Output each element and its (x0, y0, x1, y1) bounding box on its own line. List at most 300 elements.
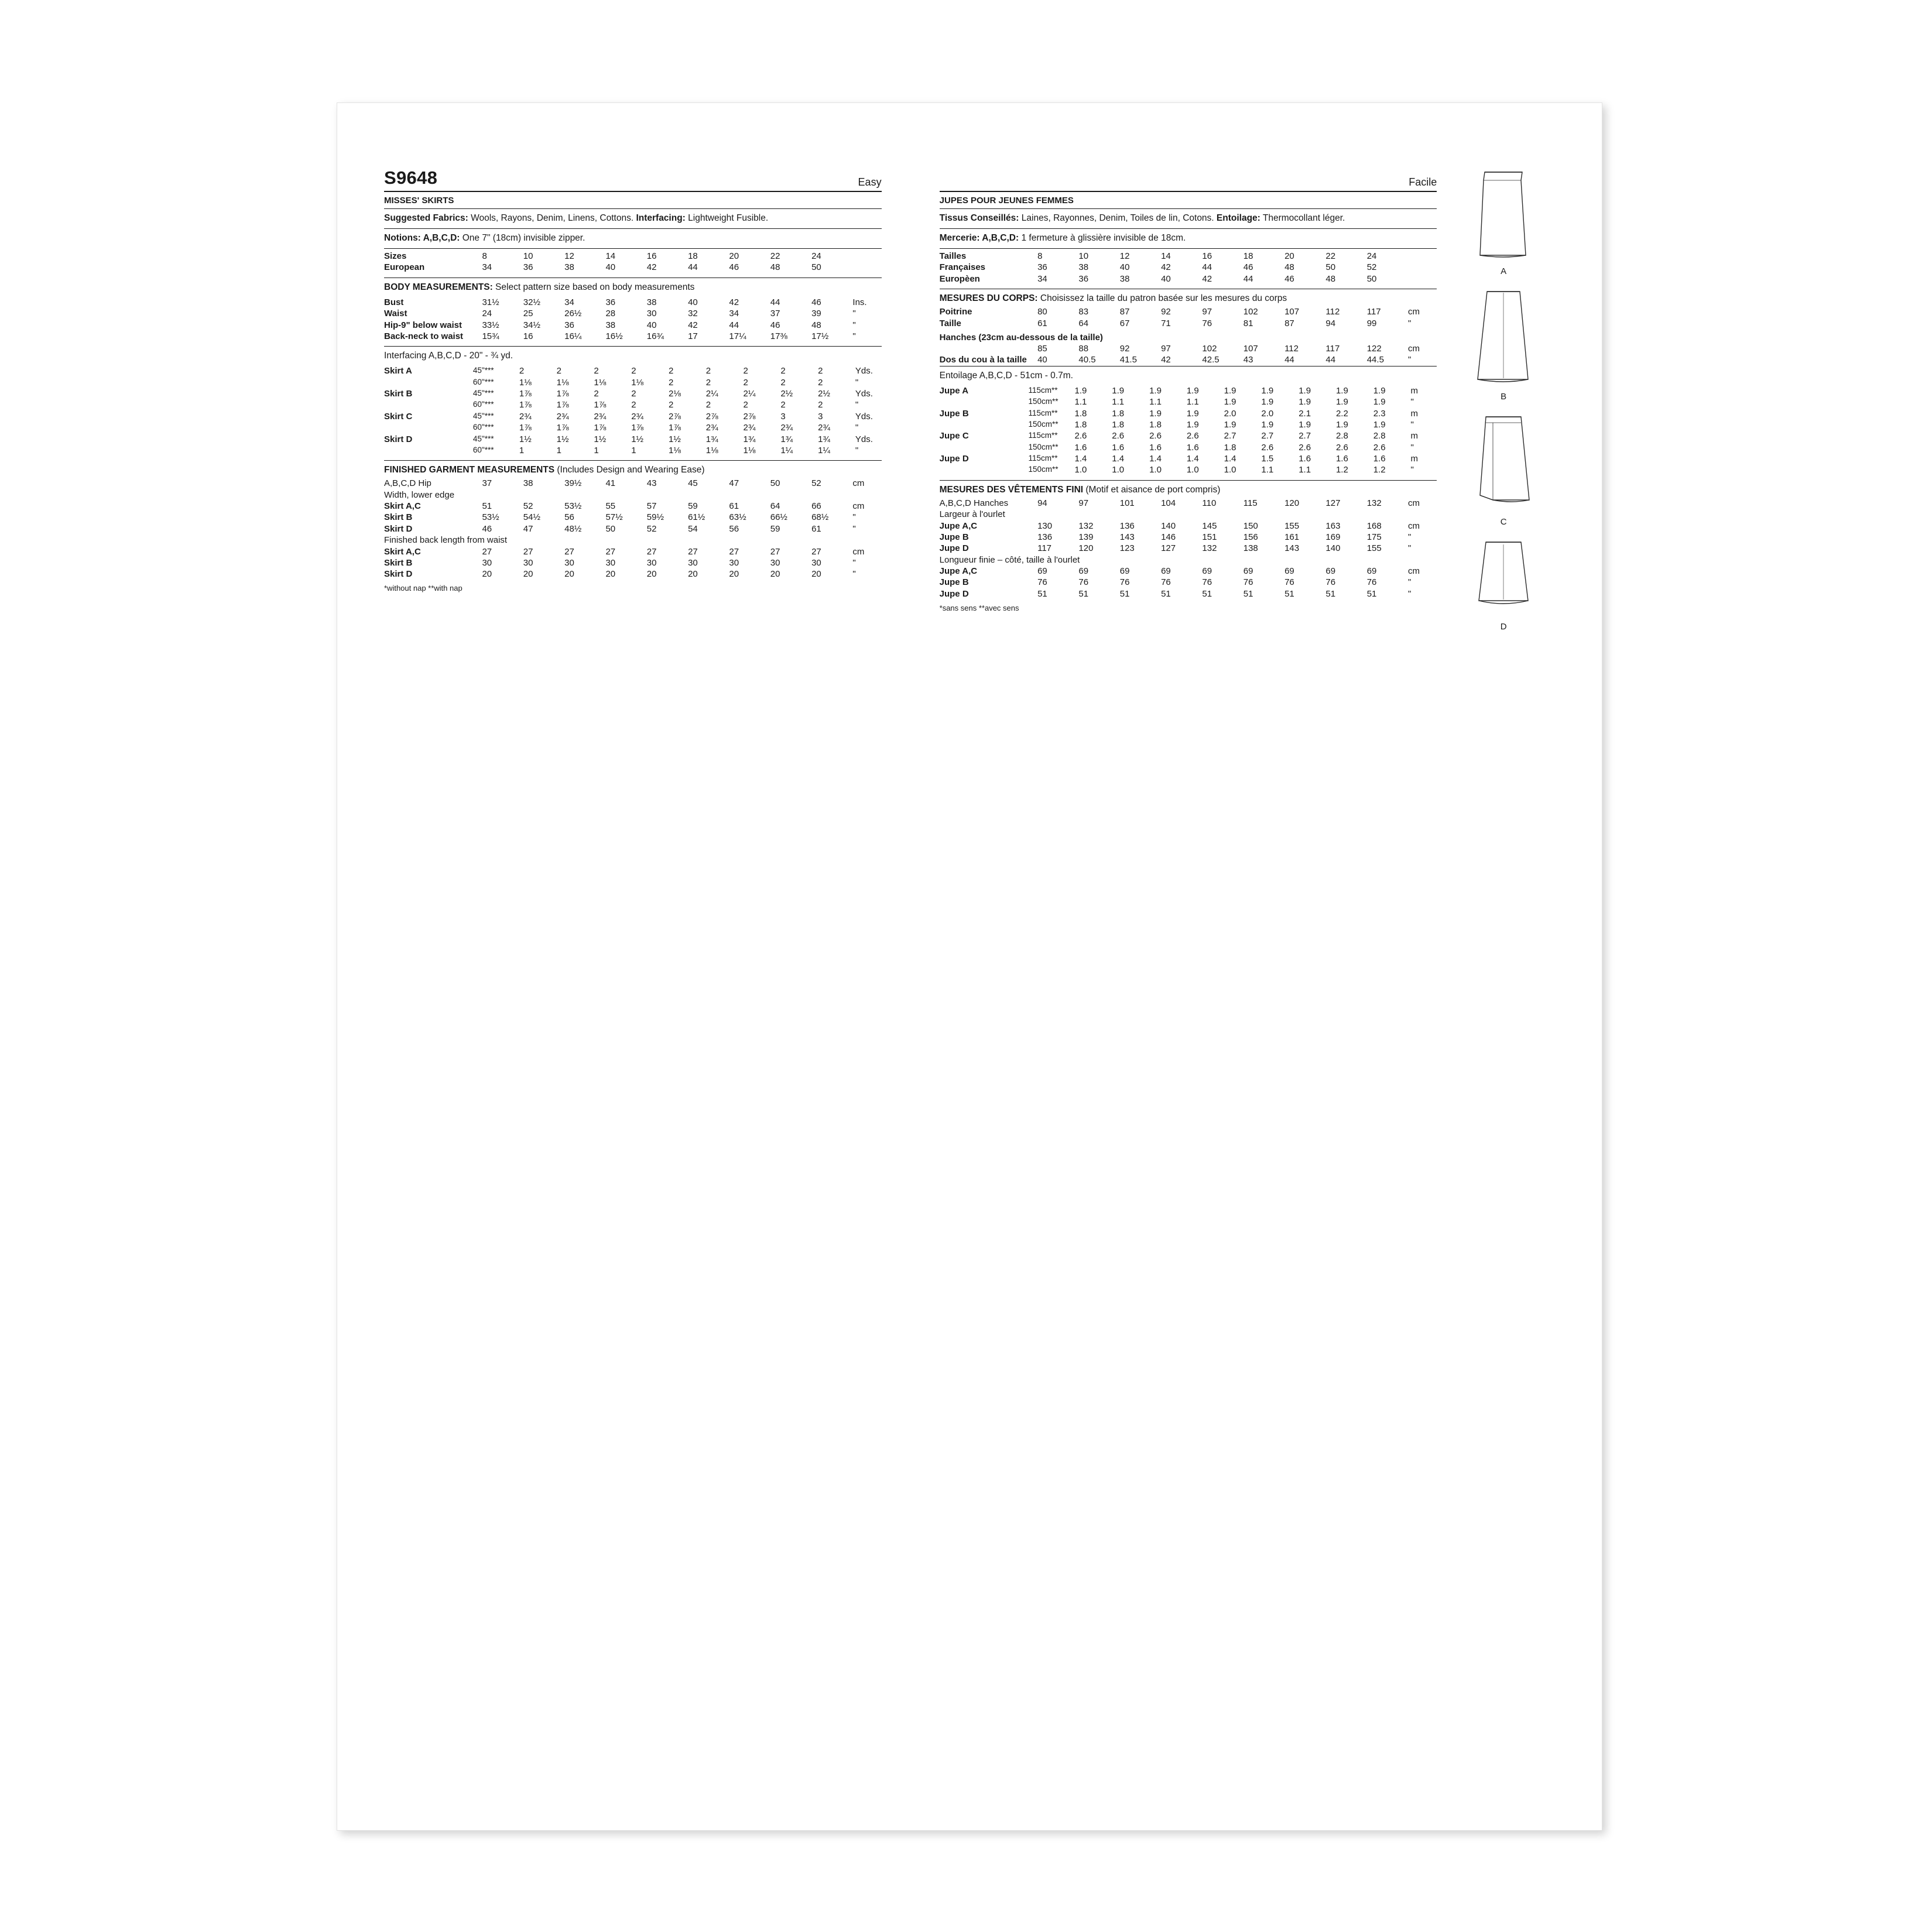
cell: 34 (482, 262, 492, 273)
view-d-label: D (1500, 622, 1507, 632)
cell: 76 (1325, 577, 1336, 588)
view-a-figure (1452, 167, 1555, 276)
cell: 50 (770, 478, 780, 489)
cell-unit: " (852, 523, 856, 534)
cell: 12 (1119, 251, 1130, 262)
cell: 42.5 (1202, 355, 1220, 365)
cell-width: 150cm** (1028, 465, 1059, 474)
cell-unit: cm (1408, 344, 1420, 354)
row-label: Poitrine (939, 307, 972, 317)
interfacing-label-fr: Entoilage: (1216, 213, 1260, 223)
row-label: Skirt B (384, 389, 413, 399)
cell-unit: " (852, 320, 856, 330)
cell: 161 (1284, 532, 1300, 542)
cell: 175 (1366, 532, 1382, 542)
cell: 48 (1325, 273, 1336, 284)
cell: 54 (688, 523, 698, 534)
cell: 2 (519, 366, 525, 376)
cell: 1¾ (705, 434, 718, 444)
cell: 1.6 (1373, 454, 1386, 464)
cell: 1.9 (1186, 408, 1199, 419)
cell: 69 (1202, 566, 1212, 577)
cell: 39 (811, 309, 821, 319)
table-row (384, 376, 882, 388)
cell: 127 (1161, 543, 1176, 554)
cell: 2.6 (1373, 442, 1386, 453)
finished-header-rest-fr: (Motif et aisance de port compris) (1083, 484, 1221, 495)
cell: 59 (770, 523, 780, 534)
cell: 69 (1243, 566, 1253, 577)
table-row (384, 331, 882, 342)
cell: 51 (1325, 588, 1336, 599)
body-measurements-table-fr (940, 306, 1437, 366)
cell: 1.6 (1112, 442, 1125, 453)
cell: 16½ (605, 331, 623, 341)
table-row (940, 532, 1437, 543)
cell: 39½ (564, 478, 582, 489)
cell: 1¾ (780, 434, 793, 444)
cell: 130 (1037, 520, 1053, 531)
finished-measurements-table-fr (940, 498, 1437, 600)
cell: 2¾ (594, 411, 607, 422)
cell: 2¾ (780, 423, 793, 433)
cell: 52 (523, 501, 533, 512)
interfacing-text-fr: Thermocollant léger. (1260, 213, 1345, 223)
table-row (384, 365, 882, 376)
cell: 1.0 (1149, 465, 1162, 475)
pattern-number: S9648 (384, 167, 438, 188)
cell: 30 (605, 557, 616, 568)
cell: 132 (1202, 543, 1217, 554)
table-row (384, 433, 882, 444)
cell: 2 (818, 400, 823, 410)
row-label: Skirt D (384, 569, 413, 580)
cell: 20 (523, 569, 533, 580)
notions-label-fr: Mercerie: A,B,C,D: (939, 232, 1019, 243)
cell: 16 (1202, 251, 1212, 262)
cell-unit: cm (1408, 520, 1420, 531)
cell: 53½ (482, 512, 499, 523)
cell: 76 (1161, 577, 1171, 588)
cell: 61 (729, 501, 739, 512)
cell: 97 (1161, 344, 1171, 354)
cell: 88 (1078, 344, 1089, 354)
cell: 38 (523, 478, 533, 489)
cell: 59 (688, 501, 698, 512)
cell: 2.6 (1299, 442, 1311, 453)
cell: 30 (688, 557, 698, 568)
cell: 40 (646, 320, 657, 330)
cell: 1⅛ (631, 377, 644, 388)
cell: 17¼ (729, 331, 746, 341)
cell: 1.0 (1074, 465, 1087, 475)
cell: 146 (1161, 532, 1176, 542)
view-c-label: C (1500, 517, 1507, 527)
cell-width: 115cm** (1028, 454, 1058, 463)
cell: 1.9 (1149, 385, 1162, 396)
cell: 140 (1161, 520, 1176, 531)
cell: 97 (1078, 498, 1089, 508)
cell-width: 60"*** (472, 423, 494, 432)
cell-width: 45"*** (472, 389, 494, 398)
cell: 104 (1161, 498, 1176, 508)
cell: 27 (523, 546, 533, 557)
cell-unit: m (1410, 454, 1419, 464)
cell: 1½ (594, 434, 607, 444)
cell: 38 (1119, 273, 1130, 284)
cell: 132 (1366, 498, 1382, 508)
cell: 1.9 (1299, 397, 1311, 407)
cell-unit: " (1408, 588, 1412, 599)
cell: 44 (1284, 355, 1294, 365)
cell: 76 (1284, 577, 1294, 588)
cell: 155 (1284, 520, 1300, 531)
cell: 69 (1161, 566, 1171, 577)
header-row (384, 167, 882, 192)
cell: 30 (523, 557, 533, 568)
cell: 69 (1037, 566, 1047, 577)
cell: 51 (1366, 588, 1377, 599)
cell: 136 (1037, 532, 1053, 542)
cell: 44 (770, 297, 780, 307)
cell-unit: " (852, 569, 856, 580)
cell: 1 (594, 445, 599, 455)
sheet-content (384, 167, 1555, 642)
cell: 1.8 (1112, 408, 1125, 419)
cell: 1½ (556, 434, 569, 444)
cell: 1¾ (743, 434, 756, 444)
cell: 12 (564, 251, 574, 262)
body-measurements-table-en (384, 295, 882, 347)
cell: 66½ (770, 512, 787, 523)
cell: 143 (1119, 532, 1135, 542)
cell: 3 (818, 411, 823, 422)
sizes-table-fr (940, 249, 1437, 289)
cell-unit: " (1410, 442, 1414, 453)
cell: 1⅞ (556, 389, 569, 399)
cell: 2¼ (705, 389, 718, 399)
cell: 110 (1202, 498, 1217, 508)
cell: 1.9 (1224, 385, 1236, 396)
finished-header-rest-en: (Includes Design and Wearing Ease) (554, 465, 705, 475)
cell: 3 (780, 411, 786, 422)
cell: 50 (1325, 262, 1336, 273)
cell: 36 (523, 262, 533, 273)
cell-unit: Yds. (855, 411, 873, 422)
cell: 20 (564, 569, 574, 580)
cell: 2 (594, 389, 599, 399)
cell: 2.6 (1112, 431, 1125, 441)
cell: 2 (743, 377, 748, 388)
cell: 1.1 (1299, 465, 1311, 475)
sizes-label-en: Sizes (384, 251, 407, 262)
cell: 168 (1366, 520, 1382, 531)
cell: 2 (780, 377, 786, 388)
cell: 1.6 (1074, 442, 1087, 453)
cell: 46 (811, 297, 821, 307)
cell: 2.6 (1335, 442, 1348, 453)
table-row (940, 566, 1437, 577)
cell-unit: cm (1408, 498, 1420, 508)
cell: 17½ (811, 331, 829, 341)
table-row (384, 262, 882, 273)
cell: 27 (770, 546, 780, 557)
back-length-label-fr: Longueur finie – côté, taille à l'ourlet (939, 554, 1080, 565)
cell-unit: " (1408, 577, 1412, 588)
cell: 32½ (523, 297, 540, 307)
cell-unit: cm (1408, 307, 1420, 317)
notions-label-en: Notions: A,B,C,D: (384, 232, 460, 243)
cell: 64 (770, 501, 780, 512)
cell: 120 (1284, 498, 1300, 508)
cell: 51 (1284, 588, 1294, 599)
cell: 2¾ (556, 411, 569, 422)
cell-unit: " (1408, 355, 1412, 365)
cell: 1.8 (1074, 408, 1087, 419)
pattern-envelope-back (337, 102, 1602, 1831)
table-row (940, 464, 1437, 475)
finished-header-fr: MESURES DES VÊTEMENTS FINI (939, 484, 1084, 495)
suggested-fabrics-en (384, 209, 882, 229)
table-row (384, 489, 882, 500)
cell: 2 (631, 366, 636, 376)
row-label: Jupe B (939, 532, 969, 542)
cell-width: 150cm** (1028, 442, 1059, 451)
cell: 44 (1202, 262, 1212, 273)
cell: 140 (1325, 543, 1341, 554)
cell: 1¼ (780, 445, 793, 455)
row-label: Jupe B (939, 577, 969, 588)
cell-width: 60"*** (472, 377, 494, 386)
cell-unit: m (1410, 408, 1419, 419)
cell: 1½ (631, 434, 644, 444)
cell: 80 (1037, 307, 1047, 317)
table-row (940, 520, 1437, 531)
table-row (384, 535, 882, 546)
cell: 2½ (818, 389, 830, 399)
row-label: Jupe B (939, 408, 969, 419)
cell: 69 (1366, 566, 1377, 577)
cell: 47 (729, 478, 739, 489)
cell: 54½ (523, 512, 540, 523)
cell: 43 (646, 478, 657, 489)
table-row (384, 297, 882, 308)
skirt-b-illustration (1462, 287, 1544, 389)
finished-measurements-table-en (384, 478, 882, 580)
cell: 34 (564, 297, 574, 307)
cell: 48 (770, 262, 780, 273)
cell: 1.9 (1299, 419, 1311, 430)
table-row (940, 419, 1437, 430)
cell: 20 (770, 569, 780, 580)
table-row (940, 251, 1437, 262)
cell: 2.6 (1074, 431, 1087, 441)
table-row (940, 306, 1437, 317)
cell: 45 (688, 478, 698, 489)
cell: 16 (523, 331, 533, 341)
cell: 1.8 (1149, 419, 1162, 430)
cell: 139 (1078, 532, 1094, 542)
cell: 34½ (523, 320, 540, 330)
cell: 2¾ (631, 411, 644, 422)
cell: 1 (556, 445, 561, 455)
cell-unit: " (855, 445, 859, 455)
table-row (940, 509, 1437, 520)
fabrics-label-en: Suggested Fabrics: (384, 213, 468, 223)
difficulty-en: Easy (858, 176, 882, 188)
cell: 92 (1161, 307, 1171, 317)
cell: 42 (729, 297, 739, 307)
cell: 50 (1366, 273, 1377, 284)
cell: 2 (705, 366, 711, 376)
cell: 2 (631, 389, 636, 399)
cell: 2½ (780, 389, 793, 399)
row-label: Skirt B (384, 557, 413, 568)
cell: 27 (605, 546, 616, 557)
cell: 42 (1202, 273, 1212, 284)
cell: 51 (1243, 588, 1253, 599)
cell: 1.9 (1373, 397, 1386, 407)
cell-unit: Yds. (855, 434, 873, 444)
cell: 30 (646, 557, 657, 568)
cell: 47 (523, 523, 533, 534)
cell: 107 (1284, 307, 1300, 317)
table-row (384, 523, 882, 535)
cell: 20 (811, 569, 821, 580)
cell: 51 (482, 501, 492, 512)
cell: 76 (1119, 577, 1130, 588)
cell: 1.8 (1224, 442, 1236, 453)
cell: 16 (646, 251, 657, 262)
table-row (940, 430, 1437, 441)
table-row (384, 251, 882, 262)
cell: 46 (1284, 273, 1294, 284)
cell: 30 (729, 557, 739, 568)
cell: 40 (1119, 262, 1130, 273)
view-illustrations (1437, 167, 1555, 642)
view-d-figure (1452, 537, 1555, 632)
cell: 27 (646, 546, 657, 557)
cell: 2¾ (519, 411, 532, 422)
cell: 44.5 (1366, 355, 1384, 365)
cell-unit: Ins. (852, 297, 867, 307)
cell: 33½ (482, 320, 499, 330)
cell: 20 (1284, 251, 1294, 262)
french-column (922, 167, 1437, 642)
cell: 2 (668, 366, 674, 376)
row-label: Back-neck to waist (384, 331, 464, 341)
cell: 2.2 (1335, 408, 1348, 419)
cell: 92 (1119, 344, 1130, 354)
cell: 26½ (564, 309, 582, 319)
cell: 151 (1202, 532, 1217, 542)
cell (852, 251, 881, 262)
cell: 42 (1161, 355, 1171, 365)
cell-unit: " (852, 309, 856, 319)
cell: 20 (688, 569, 698, 580)
cell: 30 (564, 557, 574, 568)
table-row (940, 407, 1437, 419)
cell: 2 (743, 366, 748, 376)
garment-title-fr: JUPES POUR JEUNES FEMMES (940, 192, 1437, 209)
cell: 2.8 (1373, 431, 1386, 441)
cell: 1⅞ (519, 400, 532, 410)
cell: 1 (631, 445, 636, 455)
cell: 169 (1325, 532, 1341, 542)
cell: 76 (1202, 318, 1212, 328)
cell: 150 (1243, 520, 1258, 531)
cell: 2 (780, 400, 786, 410)
cell: 67 (1119, 318, 1130, 328)
table-row (940, 262, 1437, 273)
cell: 57 (646, 501, 657, 512)
cell: 52 (646, 523, 657, 534)
cell: 1⅞ (631, 423, 644, 433)
cell: 44 (1325, 355, 1336, 365)
footnote-fr: *sans sens **avec sens (939, 604, 1019, 613)
cell: 50 (605, 523, 616, 534)
cell: 2.7 (1299, 431, 1311, 441)
skirt-a-illustration (1462, 167, 1544, 264)
fabrics-text-fr: Laines, Rayonnes, Denim, Toiles de lin, Cotons. (1019, 213, 1217, 223)
cell: 117 (1325, 344, 1340, 354)
cell: 1.9 (1074, 385, 1087, 396)
sizes-label-fr: Tailles (939, 251, 967, 262)
garment-title-en: MISSES' SKIRTS (384, 192, 882, 209)
cell: 115 (1243, 498, 1258, 508)
cell: 22 (1325, 251, 1336, 262)
cell: 2.1 (1299, 408, 1311, 419)
cell: 132 (1078, 520, 1094, 531)
fabrics-text-en: Wools, Rayons, Denim, Linens, Cottons. (468, 213, 636, 223)
cell: 68½ (811, 512, 829, 523)
cell-width: 45"*** (472, 411, 494, 420)
cell: 2 (668, 400, 674, 410)
cell: 1⅛ (705, 445, 718, 455)
cell: 40.5 (1078, 355, 1096, 365)
cell: 94 (1037, 498, 1047, 508)
cell: 36 (1037, 262, 1047, 273)
cell: 43 (1243, 355, 1253, 365)
cell: 32 (688, 309, 698, 319)
table-row (384, 411, 882, 422)
cell: 51 (1078, 588, 1089, 599)
fabrics-label-fr: Tissus Conseillés: (939, 213, 1019, 223)
table-row (940, 498, 1437, 509)
row-label: Hip-9" below waist (384, 320, 462, 330)
cell: 66 (811, 501, 821, 512)
table-row (384, 478, 882, 489)
cell: 122 (1366, 344, 1382, 354)
cell: 1⅞ (556, 400, 569, 410)
cell: 112 (1325, 307, 1340, 317)
cell-unit: " (852, 512, 856, 523)
cell: 61 (811, 523, 821, 534)
cell: 102 (1202, 344, 1217, 354)
cell: 51 (1161, 588, 1171, 599)
cell: 1.9 (1335, 397, 1348, 407)
cell: 20 (646, 569, 657, 580)
cell: 2¾ (818, 423, 830, 433)
cell: 117 (1037, 543, 1052, 554)
cell: 2.0 (1224, 408, 1236, 419)
cell: 52 (1366, 262, 1377, 273)
width-lower-edge-label-en: Width, lower edge (384, 489, 455, 500)
skirt-c-illustration (1462, 412, 1544, 515)
cell: 1.4 (1224, 454, 1236, 464)
cell: 46 (770, 320, 780, 330)
row-label: Jupe D (939, 454, 969, 464)
